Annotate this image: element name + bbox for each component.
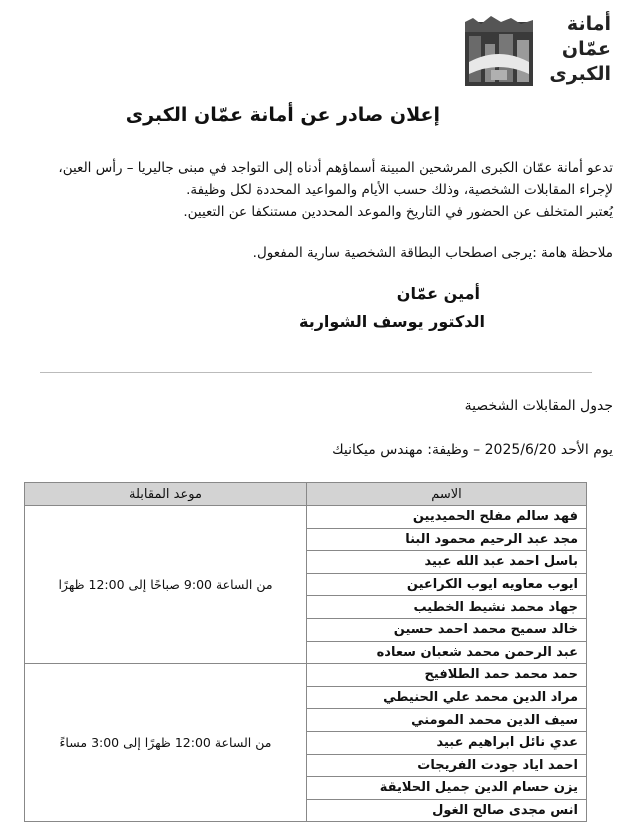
announcement-line-1: تدعو أمانة عمّان الكبرى المرشحين المبينة أسماؤهم أدناه إلى التواجد في مبنى جاليريا – رأس العين،: [58, 160, 613, 176]
candidate-name: خالد سميح محمد احمد حسين: [307, 618, 587, 641]
candidate-name: فهد سالم مفلح الحميديين: [307, 506, 587, 529]
candidate-name: احمد اياد جودت الفريجات: [307, 754, 587, 777]
column-header-time: موعد المقابلة: [25, 483, 307, 506]
signature-name: الدكتور يوسف الشواربة: [299, 312, 485, 331]
important-note: ملاحظة هامة :يرجى اصطحاب البطاقة الشخصية سارية المفعول.: [252, 245, 613, 261]
column-header-name: الاسم: [307, 483, 587, 506]
divider: [40, 372, 592, 373]
candidate-name: باسل احمد عبد الله عبيد: [307, 551, 587, 574]
interview-time-slot: من الساعة 12:00 ظهرًا إلى 3:00 مساءً: [25, 664, 307, 822]
candidate-name: انس مجدى صالح الغول: [307, 799, 587, 822]
amman-logo: [463, 12, 611, 90]
candidate-name: مجد عبد الرحيم محمود البنا: [307, 528, 587, 551]
candidate-name: عدي نائل ابراهيم عبيد: [307, 731, 587, 754]
candidate-name: سيف الدين محمد المومني: [307, 709, 587, 732]
announcement-line-3: يُعتبر المتخلف عن الحضور في التاريخ والموعد المحددين مستنكفا عن التعيين.: [183, 204, 613, 220]
candidate-name: ايوب معاويه ايوب الكراعين: [307, 573, 587, 596]
logo-line-2: عمّان: [561, 38, 611, 60]
interview-schedule-table: [24, 482, 587, 822]
announcement-line-2: لإجراء المقابلات الشخصية، وذلك حسب الأيام والمواعيد المحددة لكل وظيفة.: [186, 182, 613, 198]
logo-line-1: أمانة: [566, 13, 611, 35]
candidate-name: مراد الدين محمد علي الحنيطي: [307, 686, 587, 709]
logo-line-3: الكبرى: [549, 63, 611, 85]
announcement-title: إعلان صادر عن أمانة عمّان الكبرى: [125, 104, 440, 126]
schedule-title: جدول المقابلات الشخصية: [464, 398, 613, 414]
table-row: [25, 506, 587, 529]
logo-text: [537, 12, 611, 87]
candidate-name: عبد الرحمن محمد شعبان سعاده: [307, 641, 587, 664]
table-row: [25, 664, 587, 687]
candidate-name: يزن حسام الدين جميل الحلايقة: [307, 777, 587, 800]
schedule-day-line: يوم الأحد 2025/6/20 – وظيفة: مهندس ميكانيك: [332, 442, 613, 458]
table-header-row: [25, 483, 587, 506]
interview-time-slot: من الساعة 9:00 صباحًا إلى 12:00 ظهرًا: [25, 506, 307, 664]
amman-emblem-icon: [463, 16, 535, 90]
candidate-name: جهاد محمد نشيط الخطيب: [307, 596, 587, 619]
signature-role: أمين عمّان: [396, 284, 480, 303]
candidate-name: حمد محمد حمد الطلافيح: [307, 664, 587, 687]
